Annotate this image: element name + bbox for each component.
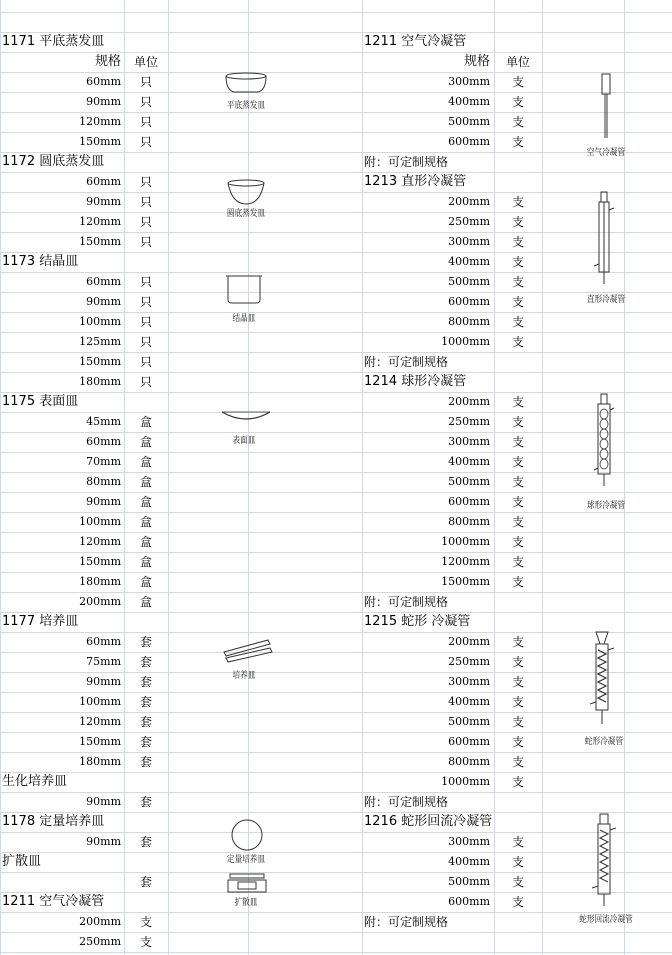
- spec-value: 400mm: [448, 95, 490, 108]
- spec-value: 250mm: [448, 215, 490, 228]
- spec-value: 600mm: [448, 495, 490, 508]
- spec-value: 300mm: [448, 675, 490, 688]
- spec-value: 200mm: [448, 635, 490, 648]
- unit-value: 支: [511, 635, 524, 649]
- unit-value: 支: [511, 535, 524, 549]
- straight-condenser-image: [592, 190, 616, 286]
- unit-value: 套: [139, 655, 152, 669]
- unit-value: 支: [511, 875, 524, 889]
- unit-value: 支: [511, 835, 524, 849]
- coil-condenser-label: 蛇形冷凝管: [584, 737, 624, 747]
- spec-value: 90mm: [86, 495, 121, 508]
- spec-value: [41, 872, 121, 892]
- spec-value: 60mm: [86, 275, 121, 288]
- unit-value: 只: [139, 175, 152, 189]
- spec-value: 120mm: [79, 715, 121, 728]
- spec-value: 60mm: [86, 175, 121, 188]
- flat-bottom-dish-image: [222, 70, 270, 96]
- spec-value: 500mm: [448, 275, 490, 288]
- spec-value: 400mm: [448, 455, 490, 468]
- spec-value: 800mm: [448, 755, 490, 768]
- spec-value: 500mm: [448, 475, 490, 488]
- section-title: 1215 蛇形 冷凝管: [364, 614, 471, 629]
- unit-value: 支: [511, 235, 524, 249]
- spec-value: 200mm: [448, 195, 490, 208]
- unit-value: 支: [511, 215, 524, 229]
- flat-bottom-dish-label: 平底蒸发皿: [226, 101, 266, 111]
- spec-value: 1000mm: [441, 775, 490, 788]
- unit-value: 套: [139, 795, 152, 809]
- quantitative-dish-image: [230, 818, 264, 852]
- spec-value: 90mm: [86, 195, 121, 208]
- custom-spec-note: 附：可定制规格: [364, 155, 449, 169]
- unit-value: 支: [511, 315, 524, 329]
- unit-value: 套: [139, 675, 152, 689]
- unit-value: 只: [139, 75, 152, 89]
- unit-value: 只: [139, 315, 152, 329]
- unit-value: 支: [511, 495, 524, 509]
- unit-value: 只: [139, 95, 152, 109]
- spec-value: 150mm: [79, 555, 121, 568]
- spec-value: 1000mm: [441, 535, 490, 548]
- unit-value: 支: [511, 855, 524, 869]
- diffusion-dish-label: 扩散皿: [234, 898, 258, 908]
- unit-value: 套: [139, 755, 152, 769]
- section-title: 1178 定量培养皿: [2, 814, 105, 829]
- unit-value: 支: [511, 415, 524, 429]
- spec-value: 125mm: [79, 335, 121, 348]
- unit-value: 支: [511, 695, 524, 709]
- spec-value: 90mm: [86, 675, 121, 688]
- section-title: 扩散皿: [2, 854, 42, 869]
- unit-value: 支: [511, 735, 524, 749]
- spec-value: 150mm: [79, 355, 121, 368]
- air-condenser-label: 空气冷凝管: [586, 148, 626, 158]
- spec-value: 800mm: [448, 315, 490, 328]
- round-bottom-dish-label: 圆底蒸发皿: [226, 209, 266, 219]
- custom-spec-note: 附：可定制规格: [364, 595, 449, 609]
- spec-value: 60mm: [86, 435, 121, 448]
- bulb-condenser-image: [592, 392, 616, 488]
- spec-value: 70mm: [86, 455, 121, 468]
- unit-value: 支: [511, 195, 524, 209]
- unit-value: 只: [139, 295, 152, 309]
- unit-value: 盒: [139, 595, 152, 609]
- section-title: 1173 结晶皿: [2, 254, 79, 269]
- unit-value: 支: [511, 715, 524, 729]
- unit-value: 支: [511, 255, 524, 269]
- spec-value: 90mm: [86, 295, 121, 308]
- spec-value: 300mm: [448, 235, 490, 248]
- custom-spec-note: 附：可定制规格: [364, 355, 449, 369]
- unit-value: 支: [511, 335, 524, 349]
- spec-value: 500mm: [448, 115, 490, 128]
- spec-value: 150mm: [79, 235, 121, 248]
- spec-value: 300mm: [448, 835, 490, 848]
- spec-value: 500mm: [448, 875, 490, 888]
- coil-reflux-condenser-label: 蛇形回流冷凝管: [579, 915, 633, 925]
- spec-value: 45mm: [86, 415, 121, 428]
- spec-value: 200mm: [448, 395, 490, 408]
- unit-value: 套: [139, 635, 152, 649]
- unit-value: 支: [511, 295, 524, 309]
- section-title: 1171 平底蒸发皿: [2, 34, 105, 49]
- spec-value: 1500mm: [441, 575, 490, 588]
- unit-value: 只: [139, 335, 152, 349]
- section-title: 1216 蛇形回流冷凝管: [364, 814, 493, 829]
- unit-value: 盒: [139, 515, 152, 529]
- spec-value: 600mm: [448, 895, 490, 908]
- unit-value: 支: [511, 135, 524, 149]
- spec-value: 600mm: [448, 135, 490, 148]
- spec-header: 规格: [94, 54, 121, 69]
- spec-value: 90mm: [86, 795, 121, 808]
- unit-header: 单位: [505, 55, 530, 69]
- custom-spec-note: 附：可定制规格: [364, 795, 449, 809]
- spec-value: 120mm: [79, 535, 121, 548]
- spec-value: 75mm: [86, 655, 121, 668]
- spec-value: 1200mm: [441, 555, 490, 568]
- petri-dish-label: 培养皿: [232, 671, 256, 681]
- unit-value: 套: [139, 715, 152, 729]
- spec-value: 600mm: [448, 735, 490, 748]
- spec-value: 250mm: [448, 415, 490, 428]
- section-title: 生化培养皿: [2, 774, 68, 789]
- section-title: 1213 直形冷凝管: [364, 174, 467, 189]
- spec-value: 400mm: [448, 255, 490, 268]
- spec-value: 60mm: [86, 75, 121, 88]
- watch-glass-image: [220, 408, 272, 426]
- section-title: 1175 表面皿: [2, 394, 79, 409]
- spec-value: 60mm: [86, 635, 121, 648]
- grid-row-line: [0, 12, 672, 13]
- unit-value: 套: [139, 695, 152, 709]
- spec-value: 300mm: [448, 75, 490, 88]
- unit-value: 套: [139, 735, 152, 749]
- unit-value: 支: [511, 115, 524, 129]
- spec-value: 400mm: [448, 855, 490, 868]
- unit-value: 盒: [139, 455, 152, 469]
- unit-value: 盒: [139, 535, 152, 549]
- spec-value: 80mm: [86, 475, 121, 488]
- unit-value: 只: [139, 195, 152, 209]
- unit-value: 支: [511, 575, 524, 589]
- section-title: 1214 球形冷凝管: [364, 374, 467, 389]
- spec-value: 800mm: [448, 515, 490, 528]
- custom-spec-note: 附：可定制规格: [364, 915, 449, 929]
- unit-value: 只: [139, 375, 152, 389]
- unit-value: 支: [511, 895, 524, 909]
- unit-value: 只: [139, 135, 152, 149]
- spec-value: 120mm: [79, 215, 121, 228]
- watch-glass-label: 表面皿: [232, 436, 256, 446]
- unit-value: 盒: [139, 435, 152, 449]
- air-condenser-image: [596, 72, 616, 140]
- section-title: 1172 圆底蒸发皿: [2, 154, 105, 169]
- unit-value: 盒: [139, 495, 152, 509]
- round-bottom-dish-image: [224, 178, 268, 206]
- spec-value: 90mm: [86, 835, 121, 848]
- unit-value: 支: [511, 275, 524, 289]
- unit-value: 支: [511, 675, 524, 689]
- spec-value: 1000mm: [441, 335, 490, 348]
- spec-value: 90mm: [86, 95, 121, 108]
- spec-header: 规格: [463, 54, 490, 69]
- crystallizing-dish-label: 结晶皿: [232, 314, 256, 324]
- spec-value: 250mm: [448, 655, 490, 668]
- spec-value: 100mm: [79, 315, 121, 328]
- diffusion-dish-image: [226, 872, 268, 894]
- bulb-condenser-label: 球形冷凝管: [586, 501, 626, 511]
- unit-value: 只: [139, 355, 152, 369]
- spec-value: 600mm: [448, 295, 490, 308]
- section-title: 1211 空气冷凝管: [2, 894, 105, 909]
- spec-value: 200mm: [79, 915, 121, 928]
- unit-value: 支: [511, 515, 524, 529]
- unit-value: 支: [511, 455, 524, 469]
- coil-reflux-condenser-image: [590, 812, 618, 908]
- section-title: 1177 培养皿: [2, 614, 79, 629]
- coil-condenser-image: [588, 630, 616, 726]
- crystallizing-dish-image: [224, 272, 264, 306]
- unit-value: 支: [511, 655, 524, 669]
- spec-value: 100mm: [79, 695, 121, 708]
- unit-value: 支: [139, 935, 152, 949]
- spec-value: 120mm: [79, 115, 121, 128]
- unit-value: 套: [139, 875, 152, 889]
- petri-dish-image: [220, 636, 274, 664]
- unit-value: 支: [511, 435, 524, 449]
- spec-value: 180mm: [79, 755, 121, 768]
- unit-value: 支: [511, 475, 524, 489]
- straight-condenser-label: 直形冷凝管: [586, 295, 626, 305]
- spec-value: 500mm: [448, 715, 490, 728]
- unit-value: 套: [139, 835, 152, 849]
- unit-value: 盒: [139, 415, 152, 429]
- spec-value: 150mm: [79, 135, 121, 148]
- spec-value: 180mm: [79, 575, 121, 588]
- grid-row-line: [0, 952, 672, 953]
- unit-header: 单位: [133, 55, 158, 69]
- unit-value: 支: [511, 95, 524, 109]
- spec-value: 300mm: [448, 435, 490, 448]
- spec-value: 200mm: [79, 595, 121, 608]
- unit-value: 盒: [139, 475, 152, 489]
- spec-value: 250mm: [79, 935, 121, 948]
- quantitative-dish-label: 定量培养皿: [226, 855, 266, 865]
- section-title: 1211 空气冷凝管: [364, 34, 467, 49]
- unit-value: 支: [511, 555, 524, 569]
- unit-value: 只: [139, 215, 152, 229]
- unit-value: 支: [139, 915, 152, 929]
- unit-value: 支: [511, 755, 524, 769]
- unit-value: 盒: [139, 555, 152, 569]
- unit-value: 支: [511, 395, 524, 409]
- unit-value: 支: [511, 75, 524, 89]
- unit-value: 支: [511, 775, 524, 789]
- spec-value: 400mm: [448, 695, 490, 708]
- unit-value: 只: [139, 275, 152, 289]
- unit-value: 只: [139, 115, 152, 129]
- spec-value: 100mm: [79, 515, 121, 528]
- spec-value: 150mm: [79, 735, 121, 748]
- unit-value: 盒: [139, 575, 152, 589]
- unit-value: 只: [139, 235, 152, 249]
- spec-value: 180mm: [79, 375, 121, 388]
